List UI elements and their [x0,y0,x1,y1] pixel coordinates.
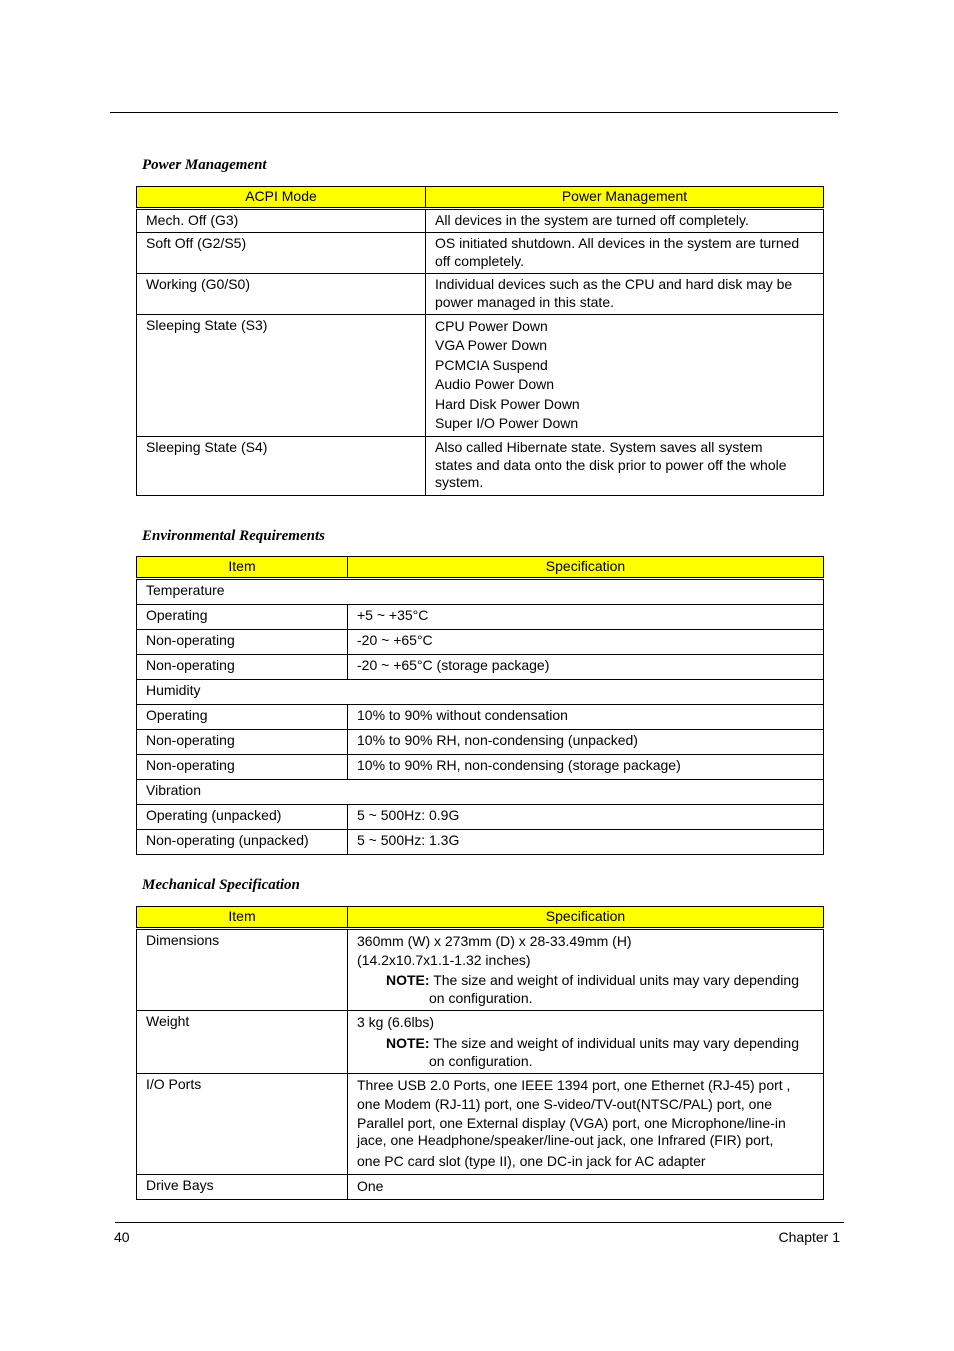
table-row [137,629,824,654]
chapter-label: Chapter 1 [778,1229,840,1245]
specification-cell: -20 ~ +65°C [348,629,824,654]
item-cell: I/O Ports [137,1073,348,1174]
spec-line: one PC card slot (type II), one DC-in jack for AC adapter [357,1152,706,1169]
item-cell: Non-operating [137,654,348,679]
note-label: NOTE: [386,1034,430,1051]
note [357,1034,814,1070]
specification-cell: +5 ~ +35°C [348,604,824,629]
table-header-row [137,907,824,929]
item-cell: Operating [137,704,348,729]
note [357,971,814,1007]
specification-cell: 10% to 90% without condensation [348,704,824,729]
acpi-mode-cell: Soft Off (G2/S5) [137,233,426,274]
description-line: PCMCIA Suspend [435,356,548,373]
item-cell: Weight [137,1011,348,1073]
table-row [137,704,824,729]
footer-rule [115,1222,844,1223]
spec-line: One [357,1177,384,1194]
mechanical-table [136,906,824,1200]
table-header-row [137,557,824,579]
spec-line: jace, one Headphone/speaker/line-out jack, one Infrared (FIR) port, [357,1132,774,1149]
column-header: Specification [348,907,824,929]
table-row [137,604,824,629]
top-rule [110,112,838,113]
description-line: Super I/O Power Down [435,415,579,432]
description-line: Hard Disk Power Down [435,395,580,412]
environmental-table [136,556,824,855]
table-row [137,754,824,779]
column-header: Power Management [426,187,824,209]
description-line: OS initiated shutdown. All devices in the system are turned [435,235,800,251]
spec-line: Three USB 2.0 Ports, one IEEE 1394 port, one Ethernet (RJ-45) port , [357,1076,791,1093]
description-line: All devices in the system are turned off completely. [435,211,749,228]
note-text-continued: on configuration. [429,1052,533,1069]
item-cell: Non-operating (unpacked) [137,829,348,854]
description-line: Individual devices such as the CPU and hard disk may be [435,276,793,292]
power-management-title: Power Management [142,157,267,173]
table-row [137,829,824,854]
specification-cell: 5 ~ 500Hz: 1.3G [348,829,824,854]
group-label-cell: Vibration [137,779,824,804]
item-cell: Non-operating [137,729,348,754]
spec-line: Parallel port, one External display (VGA) port, one Microphone/line-in [357,1114,786,1131]
table-row [137,1073,824,1174]
item-cell: Drive Bays [137,1174,348,1199]
table-row [137,233,824,274]
item-cell: Non-operating [137,629,348,654]
power-management-cell [426,315,824,437]
description-line: CPU Power Down [435,318,548,334]
power-management-cell [426,437,824,496]
table-row [137,1011,824,1073]
specification-cell: 10% to 90% RH, non-condensing (unpacked) [348,729,824,754]
description-line: Also called Hibernate state. System saves all system [435,439,763,456]
note-text: The size and weight of individual units may vary depending [433,1034,799,1051]
power-management-cell [426,208,824,233]
table-row [137,779,824,804]
description-line: states and data onto the disk prior to power off the whole [435,456,787,473]
specification-cell: 10% to 90% RH, non-condensing (storage package) [348,754,824,779]
spec-line: 360mm (W) x 273mm (D) x 28-33.49mm (H) [357,932,632,949]
page-number: 40 [114,1229,130,1245]
column-header: ACPI Mode [137,187,426,209]
specification-cell: -20 ~ +65°C (storage package) [348,654,824,679]
acpi-mode-cell: Mech. Off (G3) [137,208,426,233]
specification-cell [348,1174,824,1199]
spec-line: one Modem (RJ-11) port, one S-video/TV-out(NTSC/PAL) port, one [357,1096,772,1113]
column-header: Item [137,557,348,579]
table-row [137,804,824,829]
acpi-mode-cell: Sleeping State (S4) [137,437,426,496]
power-management-cell [426,233,824,274]
spec-line: (14.2x10.7x1.1-1.32 inches) [357,951,531,968]
description-line: VGA Power Down [435,337,548,354]
table-row [137,679,824,704]
item-cell: Operating (unpacked) [137,804,348,829]
note-text-continued: on configuration. [429,990,533,1007]
description-line: system. [435,474,484,491]
environmental-requirements-title: Environmental Requirements [142,528,325,544]
table-row [137,208,824,233]
table-row [137,274,824,315]
note-label: NOTE: [386,972,430,989]
power-management-table [136,186,824,496]
group-label-cell: Temperature [137,578,824,604]
spec-line: 3 kg (6.6lbs) [357,1014,435,1031]
table-row [137,729,824,754]
table-row [137,578,824,604]
specification-cell: 5 ~ 500Hz: 0.9G [348,804,824,829]
table-row [137,928,824,1011]
item-cell: Non-operating [137,754,348,779]
note-text: The size and weight of individual units may vary depending [433,972,799,989]
specification-cell [348,928,824,1011]
description-line: off completely. [435,252,524,269]
specification-cell [348,1011,824,1073]
description-line: power managed in this state. [435,293,614,310]
group-label-cell: Humidity [137,679,824,704]
column-header: Item [137,907,348,929]
table-row [137,654,824,679]
column-header: Specification [348,557,824,579]
mechanical-specification-title: Mechanical Specification [142,877,300,893]
description-line: Audio Power Down [435,376,555,393]
item-cell: Dimensions [137,928,348,1011]
acpi-mode-cell: Working (G0/S0) [137,274,426,315]
specification-cell [348,1073,824,1174]
table-row [137,315,824,437]
acpi-mode-cell: Sleeping State (S3) [137,315,426,437]
table-row [137,437,824,496]
item-cell: Operating [137,604,348,629]
power-management-cell [426,274,824,315]
table-row [137,1174,824,1199]
table-header-row [137,187,824,209]
